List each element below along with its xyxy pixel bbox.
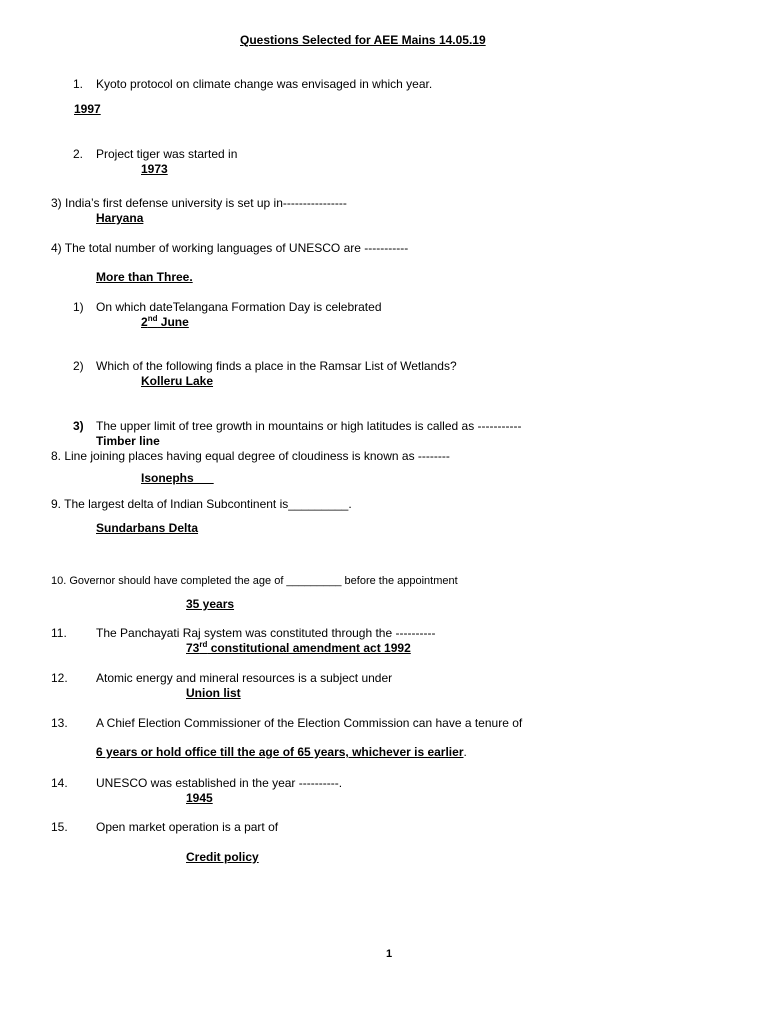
question-7-text: The upper limit of tree growth in mountains or high latitudes is called as ----------- [96, 419, 522, 433]
question-15-number: 15. [51, 820, 68, 834]
question-13-number: 13. [51, 716, 68, 730]
answer-9: Sundarbans Delta [96, 521, 199, 535]
question-1-number: 1. [73, 77, 84, 91]
page-title: Questions Selected for AEE Mains 14.05.19 [240, 33, 486, 47]
question-13-text: A Chief Election Commissioner of the Election Commission can have a tenure of [96, 716, 523, 730]
question-5-text: On which dateTelangana Formation Day is celebrated [96, 300, 382, 314]
answer-7: Timber line [96, 434, 160, 448]
question-12-number: 12. [51, 671, 68, 685]
question-6-text: Which of the following finds a place in the Ramsar List of Wetlands? [96, 359, 457, 373]
question-3-text: 3) India’s first defense university is set up in---------------- [51, 196, 347, 210]
answer-6: Kolleru Lake [141, 374, 214, 388]
answer-4: More than Three. [96, 270, 193, 284]
question-2-text: Project tiger was started in [96, 147, 238, 161]
question-7-number: 3) [73, 419, 84, 433]
answer-13: 6 years or hold office till the age of 65 years, whichever is earlier. [96, 745, 467, 759]
question-11-number: 11. [51, 626, 67, 640]
answer-10: 35 years [186, 597, 235, 611]
question-15-text: Open market operation is a part of [96, 820, 279, 834]
question-6-number: 2) [73, 359, 84, 373]
question-2-number: 2. [73, 147, 84, 161]
answer-8: Isonephs [141, 471, 214, 485]
question-1-text: Kyoto protocol on climate change was envisaged in which year. [96, 77, 433, 91]
question-9-text: 9. The largest delta of Indian Subcontinent is_________. [51, 497, 352, 511]
answer-15: Credit policy [186, 850, 259, 864]
answer-12: Union list [186, 686, 241, 700]
question-5-number: 1) [73, 300, 84, 314]
question-8-text: 8. Line joining places having equal degree of cloudiness is known as -------- [51, 449, 450, 463]
answer-3: Haryana [96, 211, 144, 225]
answer-5: 2nd June [141, 314, 189, 329]
answer-1: 1997 [74, 102, 101, 116]
question-11-text: The Panchayati Raj system was constituted through the ---------- [96, 626, 436, 640]
answer-2: 1973 [141, 162, 168, 176]
question-4-text: 4) The total number of working languages of UNESCO are ----------- [51, 241, 409, 255]
page-number: 1 [386, 948, 393, 960]
answer-14: 1945 [186, 791, 213, 805]
question-14-number: 14. [51, 776, 68, 790]
question-10-text: 10. Governor should have completed the age of _________ before the appointment [51, 575, 458, 587]
question-14-text: UNESCO was established in the year ----------. [96, 776, 343, 790]
question-12-text: Atomic energy and mineral resources is a subject under [96, 671, 393, 685]
answer-11: 73rd constitutional amendment act 1992 [186, 640, 411, 655]
